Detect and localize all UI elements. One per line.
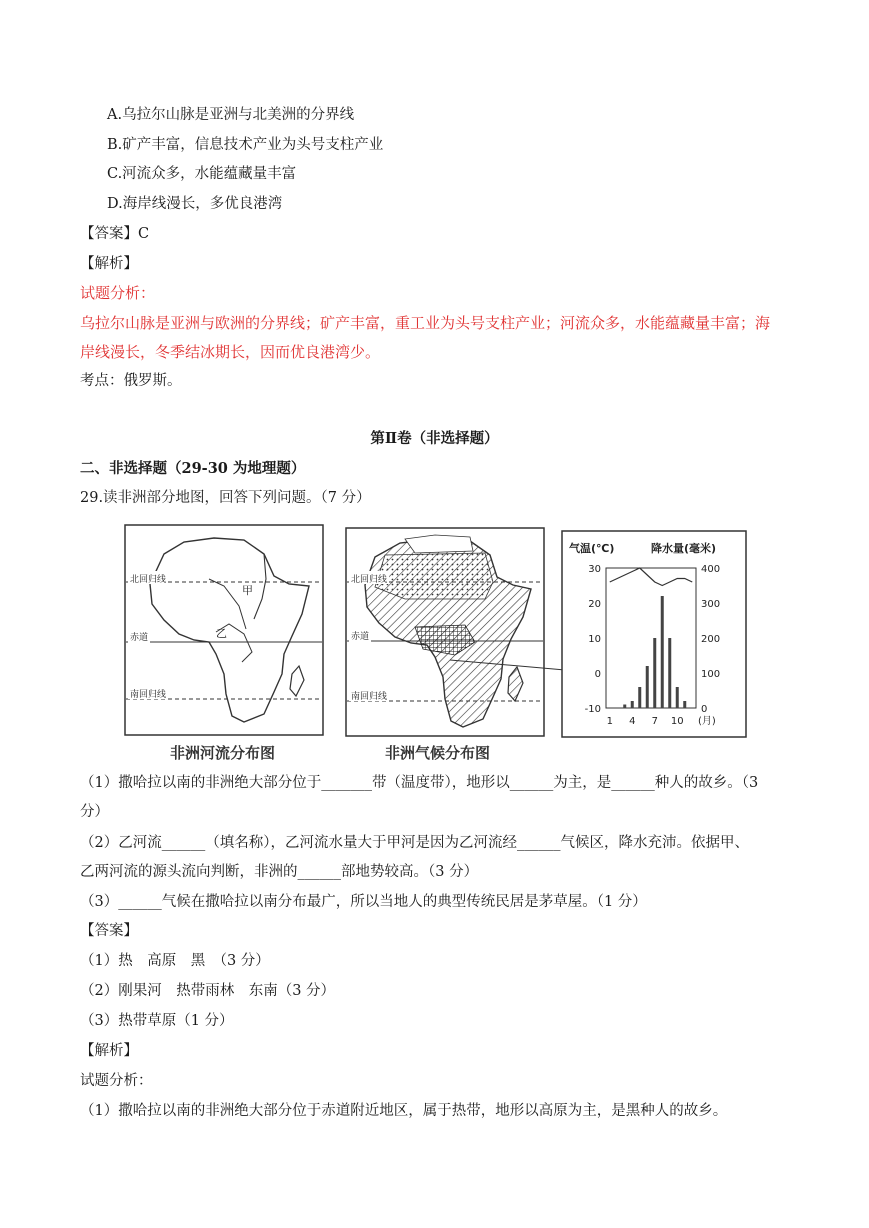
x-tick-label: (月) — [698, 716, 716, 727]
question-1-cont: 分） — [80, 804, 109, 820]
analysis-title-2: 试题分析： — [80, 1073, 153, 1089]
precip-bar — [676, 687, 679, 708]
analysis-text-2: 岸线漫长，冬季结冰期长，因而优良港湾少。 — [80, 343, 381, 361]
connector-line — [450, 640, 570, 680]
answer-1: （1）热 高原 黑 （3 分） — [80, 953, 270, 969]
right-tick-label: 0 — [701, 704, 708, 715]
right-tick-label: 100 — [701, 669, 721, 680]
x-tick-label: 1 — [606, 716, 613, 727]
left-tick-label: 30 — [588, 564, 601, 575]
x-tick-label: 7 — [651, 716, 658, 727]
option-b: B.矿产丰富，信息技术产业为头号支柱产业 — [107, 137, 384, 153]
precip-bar — [638, 687, 641, 708]
precip-bar — [631, 701, 634, 708]
answer-2: （2）刚果河 热带雨林 东南（3 分） — [80, 983, 336, 999]
analysis-text-1: 乌拉尔山脉是亚洲与欧洲的分界线；矿产丰富，重工业为头号支柱产业；河流众多，水能蕴藏量丰富；海 — [80, 314, 771, 332]
left-tick-label: 20 — [588, 599, 601, 610]
africa-climate-map — [345, 527, 545, 737]
kaodian-line: 考点：俄罗斯。 — [80, 373, 182, 389]
right-tick-label: 200 — [701, 634, 721, 645]
map1-caption: 非洲河流分布图 — [170, 744, 276, 762]
precip-bar — [661, 596, 664, 708]
tropic-n-label: 北回归线 — [351, 575, 388, 585]
left-tick-label: -10 — [584, 704, 601, 715]
tropic-s-label: 南回归线 — [130, 690, 167, 700]
precip-bar — [683, 701, 686, 708]
analysis-title: 试题分析： — [80, 284, 156, 302]
precip-bar — [668, 638, 671, 708]
part-title: 二、非选择题（29-30 为地理题） — [80, 460, 306, 477]
x-tick-label: 10 — [670, 716, 684, 727]
option-c: C.河流众多，水能蕴藏量丰富 — [107, 166, 297, 182]
question-2-cont: 乙两河流的源头流向判断，非洲的______部地势较高。（3 分） — [80, 864, 479, 880]
right-tick-label: 300 — [701, 599, 721, 610]
right-tick-label: 400 — [701, 564, 721, 575]
yi-label: 乙 — [216, 627, 227, 640]
climate-chart — [561, 530, 747, 738]
analysis-label: 【解析】 — [80, 256, 138, 272]
jia-label: 甲 — [242, 584, 253, 597]
right-axis-title: 降水量(毫米) — [651, 542, 717, 555]
answer-line: 【答案】C — [80, 226, 150, 242]
analysis-text-3: （1）撒哈拉以南的非洲绝大部分位于赤道附近地区，属于热带，地形以高原为主，是黑种人的故乡。 — [80, 1103, 728, 1119]
option-d: D.海岸线漫长，多优良港湾 — [107, 196, 283, 212]
left-tick-label: 10 — [588, 634, 601, 645]
tropic-s-label: 南回归线 — [351, 692, 388, 702]
tropic-n-label: 北回归线 — [130, 575, 167, 585]
x-tick-label: 4 — [629, 716, 636, 727]
question-2: （2）乙河流______（填名称），乙河流水量大于甲河是因为乙河流经______气候区，降水充沛。依据甲、 — [80, 835, 749, 851]
question-1: （1）撒哈拉以南的非洲绝大部分位于_______带（温度带），地形以______为主，是______种人的故乡。（3 — [80, 775, 759, 791]
answer-label: 【答案】 — [80, 923, 138, 939]
equator-label: 赤道 — [130, 633, 149, 643]
left-axis-title: 气温(℃) — [569, 542, 615, 555]
left-tick-label: 0 — [594, 669, 601, 680]
section-title: 第Ⅱ卷（非选择题） — [370, 430, 499, 447]
precip-bar — [623, 705, 626, 709]
analysis-label-2: 【解析】 — [80, 1043, 138, 1059]
map2-caption: 非洲气候分布图 — [385, 744, 491, 762]
africa-river-map — [124, 524, 324, 736]
precip-bar — [646, 666, 649, 708]
question-3: （3）______气候在撒哈拉以南分布最广，所以当地人的典型传统民居是茅草屋。（1 分） — [80, 894, 647, 910]
option-a: A.乌拉尔山脉是亚洲与北美洲的分界线 — [107, 107, 355, 123]
answer-3: （3）热带草原（1 分） — [80, 1013, 234, 1029]
question-29: 29.读非洲部分地图，回答下列问题。（7 分） — [80, 490, 371, 506]
precip-bar — [653, 638, 656, 708]
equator-label: 赤道 — [351, 632, 370, 642]
